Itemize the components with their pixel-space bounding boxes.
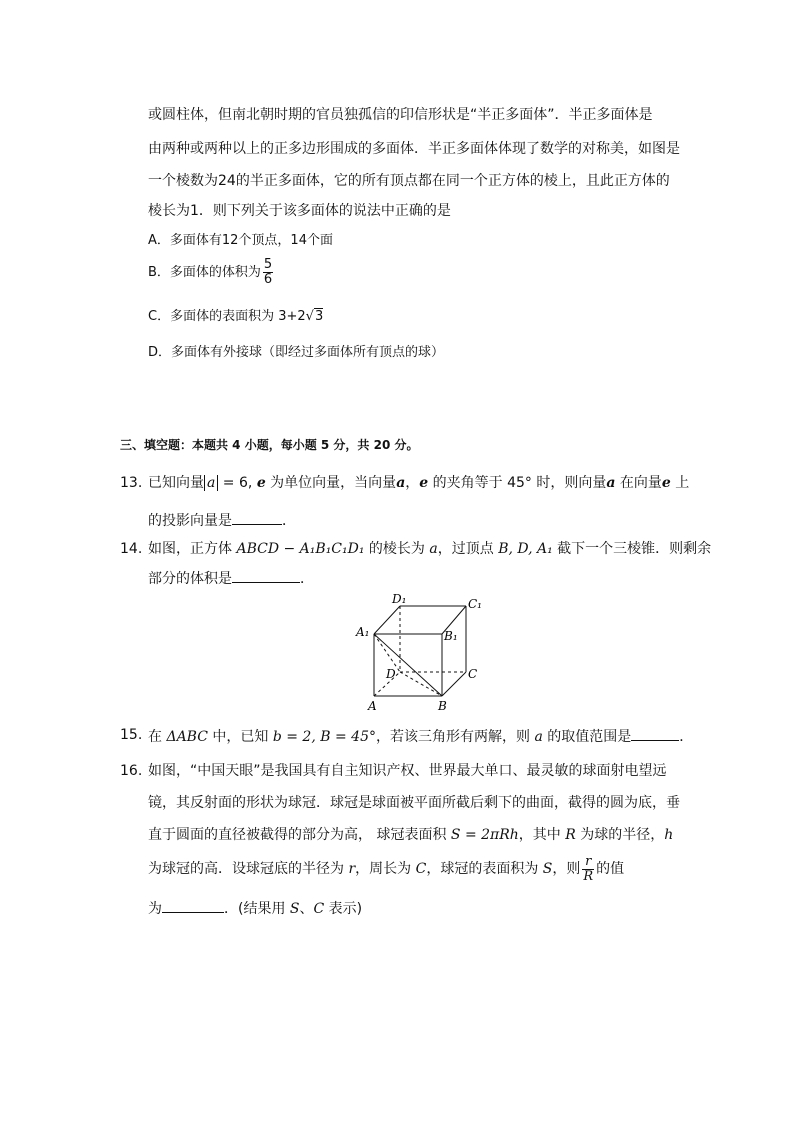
var-s: S [542,861,553,877]
intro-line-4: 棱长为1．则下列关于该多面体的说法中正确的是 [148,203,451,219]
sqrt-sign: √ [305,309,314,324]
fraction-numerator: r [582,855,594,870]
edge-length: a [429,541,438,557]
q14-text: ，过顶点 [437,541,499,557]
var-s: S [289,901,300,917]
option-a: A．多面体有12个顶点，14个面 [148,233,333,248]
q16-text: 为球冠的高．设球冠底的半径为 [148,861,349,877]
vector-a: a [606,475,616,491]
fraction-denominator: R [583,868,594,884]
intro-line-1: 或圆柱体，但南北朝时期的官员独孤信的印信形状是“半正多面体”．半正多面体是 [148,107,653,123]
cube-diagram [354,590,494,712]
edge-bc [442,672,466,696]
label-d: D [386,667,396,681]
q16-line-5 [148,898,362,918]
var-r-sphere: R [565,827,576,843]
vector-a: a [396,475,406,491]
edge-a1d1 [374,606,400,634]
q13-number: 13. [120,475,143,491]
q15-text: 的取值范围是 [542,729,632,745]
label-b: B [438,699,447,712]
q14-text: 的棱长为 [364,541,430,557]
q15-text: 中，已知 [207,729,273,745]
label-d1: D₁ [392,592,407,606]
q16-text: 为球的半径， [575,827,665,843]
vector-e: e [419,475,429,491]
fraction-numerator: 5 [263,257,273,272]
q14-line-1 [148,540,711,558]
area-formula: S = 2πRh [450,827,519,843]
q16-number: 16. [120,763,143,779]
q13-text: 的投影向量是 [148,513,232,529]
answer-blank[interactable] [232,510,282,525]
vertex-list: B, D, A₁ [498,541,553,557]
sqrt-radicand: 3 [314,309,324,324]
side-a: a [534,729,543,745]
option-b-text: B．多面体的体积为 [148,265,261,280]
option-c-text: C．多面体的表面积为 3+2 [148,309,306,324]
option-d: D．多面体有外接球（即经过多面体所有顶点的球） [148,345,445,360]
q15-text: ，若该三角形有两解，则 [375,729,535,745]
vector-e: e [661,475,671,491]
q14-text: 如图，正方体 [148,541,237,557]
q16-text: 表示) [324,901,363,917]
label-c1: C₁ [468,597,482,611]
q13-text: = 6, [218,475,257,491]
vector-e: e [256,475,266,491]
intro-line-3: 一个棱数为24的半正多面体，它的所有顶点都在同一个正方体的棱上，且此正方体的 [148,173,670,189]
q15-end: ． [679,729,694,745]
section-title: 三、填空题：本题共 4 小题，每小题 5 分，共 20 分。 [120,438,419,452]
q13-text: ， [405,475,420,491]
label-a1: A₁ [356,625,370,639]
intro-line-2: 由两种或两种以上的正多边形围成的多面体．半正多面体体现了数学的对称美，如图是 [148,141,680,157]
cube-name: ABCD − A₁B₁C₁D₁ [236,541,365,557]
answer-blank[interactable] [232,568,300,583]
q16-line-1: 如图，“中国天眼”是我国具有自主知识产权、世界最大单口、最灵敏的球面射电望远 [148,763,667,779]
q15-line-1 [148,726,693,746]
q16-text: ，球冠的表面积为 [426,861,543,877]
q13-text: 上 [670,475,690,491]
label-c: C [468,667,478,681]
q16-text: 直于圆面的直径被截得的部分为高， 球冠表面积 [148,827,451,843]
var-c: C [313,901,325,917]
fraction-denominator: 6 [263,272,273,287]
label-a: A [368,699,377,712]
q16-text: 、 [299,901,314,917]
q16-text: ，其中 [518,827,566,843]
vector-a-magnitude: a [204,475,218,491]
var-r: r [348,861,356,877]
edge-db [400,672,442,696]
q15-number: 15. [120,727,143,743]
q14-line-2 [148,568,314,588]
q16-text: 为 [148,901,162,917]
q16-line-2: 镜，其反射面的形状为球冠．球冠是球面被平面所截后剩下的曲面，截得的圆为底，垂 [148,795,680,811]
q13-line-2 [148,510,296,530]
q13-text: 的夹角等于 45° 时，则向量 [428,475,607,491]
q14-text: 截下一个三棱锥．则剩余 [552,541,712,557]
q13-text: 为单位向量，当向量 [265,475,397,491]
q16-line-4 [148,852,624,886]
q13-line-1 [148,474,689,492]
var-c: C [415,861,427,877]
condition: b = 2, B = 45° [272,729,376,745]
var-h: h [664,827,674,843]
option-c [148,308,323,326]
q13-text: 已知向量 [148,475,204,491]
q13-end: ． [282,513,296,529]
q15-text: 在 [148,729,167,745]
triangle-name: ΔABC [166,729,208,745]
q14-end: ． [300,571,314,587]
q14-text: 部分的体积是 [148,571,232,587]
q16-text: ，则 [552,861,581,877]
option-b [148,258,275,288]
answer-blank[interactable] [162,898,224,913]
q16-text: 的值 [596,861,625,877]
answer-blank[interactable] [631,726,679,741]
ratio-fraction [582,855,594,884]
label-b1: B₁ [444,629,458,643]
q16-line-3 [148,826,673,844]
q14-number: 14. [120,541,143,557]
q16-text: ，周长为 [355,861,416,877]
q16-text: ．(结果用 [224,901,290,917]
option-b-fraction [263,258,273,287]
q13-text: 在向量 [615,475,662,491]
